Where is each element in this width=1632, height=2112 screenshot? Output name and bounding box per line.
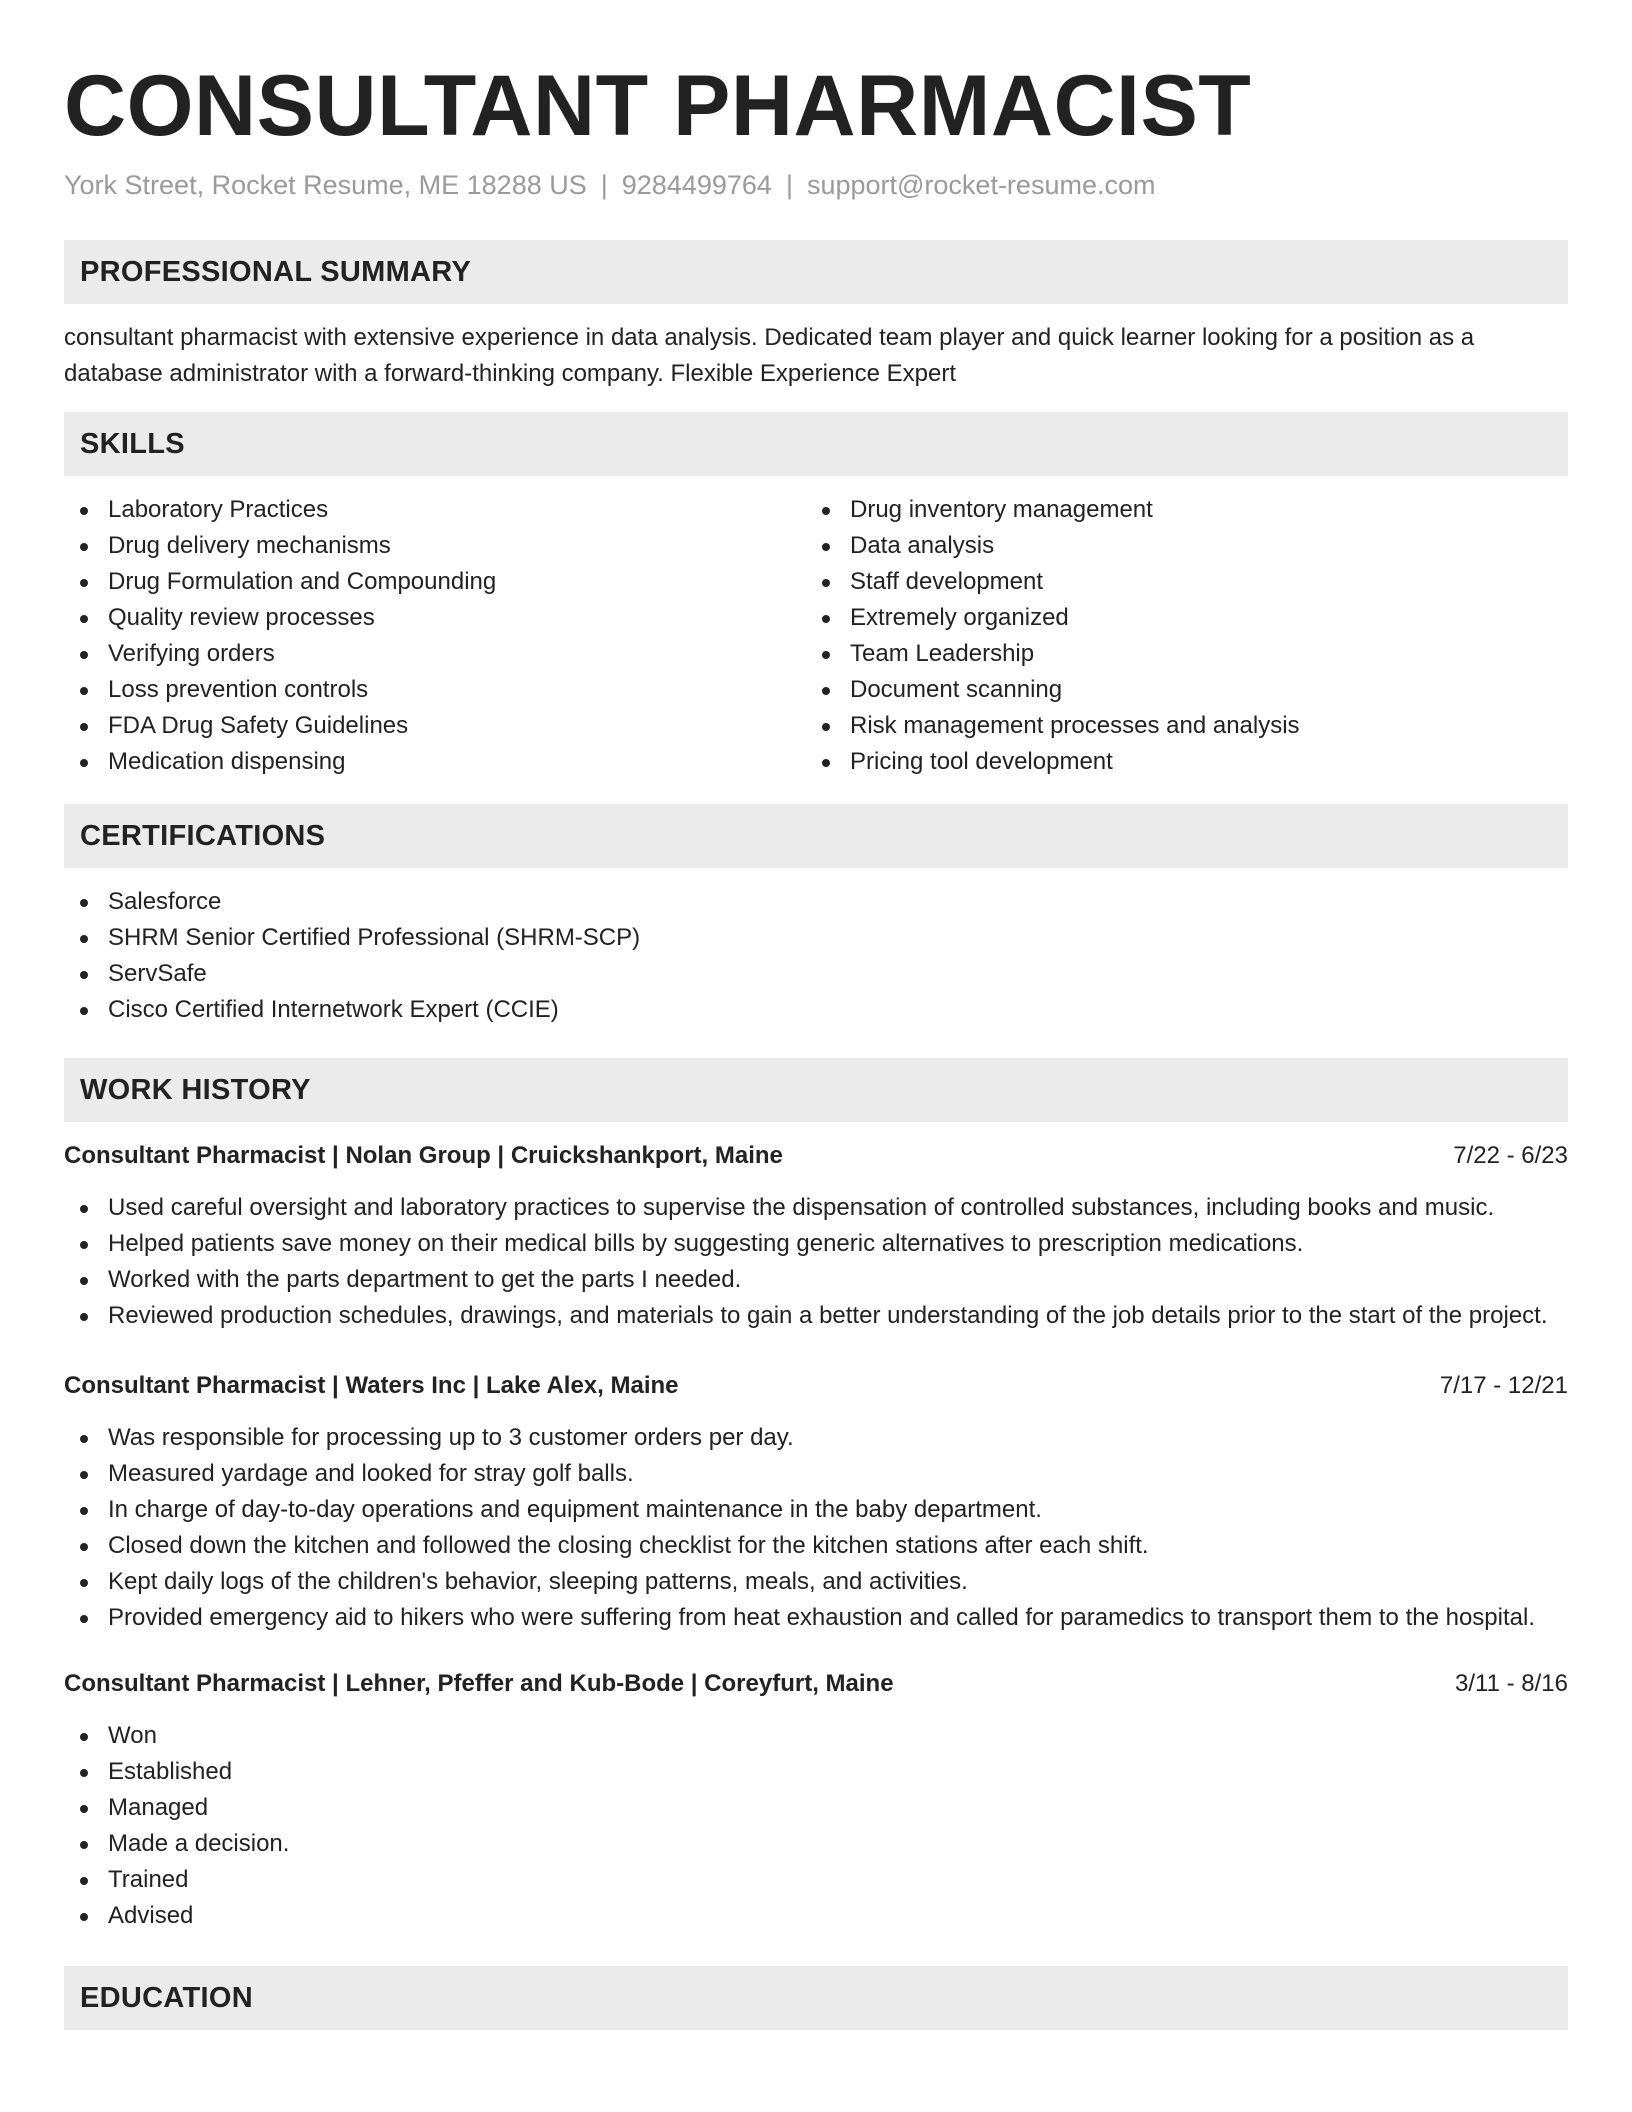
skill-item: Document scanning	[806, 672, 1548, 708]
education-heading: EDUCATION	[64, 1966, 1568, 2030]
job-bullets	[64, 1190, 1568, 1334]
skills-left-list	[64, 492, 806, 780]
job-bullets	[64, 1718, 1568, 1934]
job-bullet: Measured yardage and looked for stray golf balls.	[64, 1456, 1568, 1492]
skill-item: Data analysis	[806, 528, 1548, 564]
skill-item: Medication dispensing	[64, 744, 806, 780]
skill-item: Extremely organized	[806, 600, 1548, 636]
job-bullet: Reviewed production schedules, drawings, and materials to gain a better understanding of the job details prior to the start of the project.	[64, 1298, 1568, 1334]
skills-heading: SKILLS	[64, 412, 1568, 476]
skill-item: Team Leadership	[806, 636, 1548, 672]
certification-item: SHRM Senior Certified Professional (SHRM-SCP)	[64, 920, 1568, 956]
contact-email[interactable]: support@rocket-resume.com	[806, 170, 1156, 200]
resume-page	[64, 0, 1568, 2030]
job-entry	[64, 1368, 1568, 1636]
job-header	[64, 1368, 1568, 1404]
job-entry	[64, 1138, 1568, 1334]
contact-line	[64, 168, 1568, 202]
certifications-list	[64, 884, 1568, 1028]
job-bullet: Made a decision.	[64, 1826, 1568, 1862]
job-bullet: Closed down the kitchen and followed the closing checklist for the kitchen stations after each shift.	[64, 1528, 1568, 1564]
skill-item: Staff development	[806, 564, 1548, 600]
contact-phone: 9284499764	[621, 170, 772, 200]
job-bullet: Helped patients save money on their medical bills by suggesting generic alternatives to prescription medications.	[64, 1226, 1568, 1262]
job-bullet: In charge of day-to-day operations and equipment maintenance in the baby department.	[64, 1492, 1568, 1528]
contact-separator: |	[600, 170, 608, 200]
skill-item: Verifying orders	[64, 636, 806, 672]
skills-grid	[64, 492, 1568, 780]
job-header	[64, 1666, 1568, 1702]
summary-heading: PROFESSIONAL SUMMARY	[64, 240, 1568, 304]
skills-right-list	[806, 492, 1548, 780]
skill-item: Pricing tool development	[806, 744, 1548, 780]
contact-address: York Street, Rocket Resume, ME 18288 US	[64, 170, 587, 200]
skill-item: Drug inventory management	[806, 492, 1548, 528]
skill-item: Loss prevention controls	[64, 672, 806, 708]
job-header	[64, 1138, 1568, 1174]
summary-text: consultant pharmacist with extensive experience in data analysis. Dedicated team player and quick learner looking for a position as a database administrator with a forward-thinking company. Flexible Experience Expert	[64, 324, 1475, 387]
job-bullet: Trained	[64, 1862, 1568, 1898]
certification-item: Cisco Certified Internetwork Expert (CCIE)	[64, 992, 1568, 1028]
job-title: Consultant Pharmacist | Waters Inc | Lake Alex, Maine	[64, 1372, 679, 1399]
contact-separator: |	[785, 170, 793, 200]
job-bullet: Provided emergency aid to hikers who were suffering from heat exhaustion and called for paramedics to transport them to the hospital.	[64, 1600, 1568, 1636]
job-bullet: Used careful oversight and laboratory practices to supervise the dispensation of controlled substances, including books and music.	[64, 1190, 1568, 1226]
job-bullet: Won	[64, 1718, 1568, 1754]
job-bullet: Was responsible for processing up to 3 customer orders per day.	[64, 1420, 1568, 1456]
job-title: Consultant Pharmacist | Nolan Group | Cruickshankport, Maine	[64, 1142, 783, 1169]
skill-item: Risk management processes and analysis	[806, 708, 1548, 744]
skill-item: FDA Drug Safety Guidelines	[64, 708, 806, 744]
certification-item: Salesforce	[64, 884, 1568, 920]
job-bullet: Worked with the parts department to get the parts I needed.	[64, 1262, 1568, 1298]
certification-item: ServSafe	[64, 956, 1568, 992]
certifications-heading: CERTIFICATIONS	[64, 804, 1568, 868]
job-dates: 7/22 - 6/23	[1453, 1142, 1568, 1169]
job-bullet: Kept daily logs of the children's behavior, sleeping patterns, meals, and activities.	[64, 1564, 1568, 1600]
skill-item: Quality review processes	[64, 600, 806, 636]
job-dates: 3/11 - 8/16	[1455, 1670, 1568, 1697]
skill-item: Drug Formulation and Compounding	[64, 564, 806, 600]
job-bullet: Advised	[64, 1898, 1568, 1934]
job-bullet: Managed	[64, 1790, 1568, 1826]
candidate-name: CONSULTANT PHARMACIST	[64, 58, 1252, 154]
job-title: Consultant Pharmacist | Lehner, Pfeffer and Kub-Bode | Coreyfurt, Maine	[64, 1670, 894, 1697]
job-bullets	[64, 1420, 1568, 1636]
work-history-heading: WORK HISTORY	[64, 1058, 1568, 1122]
job-bullet: Established	[64, 1754, 1568, 1790]
skill-item: Laboratory Practices	[64, 492, 806, 528]
job-entry	[64, 1666, 1568, 1934]
skill-item: Drug delivery mechanisms	[64, 528, 806, 564]
job-dates: 7/17 - 12/21	[1439, 1372, 1568, 1399]
